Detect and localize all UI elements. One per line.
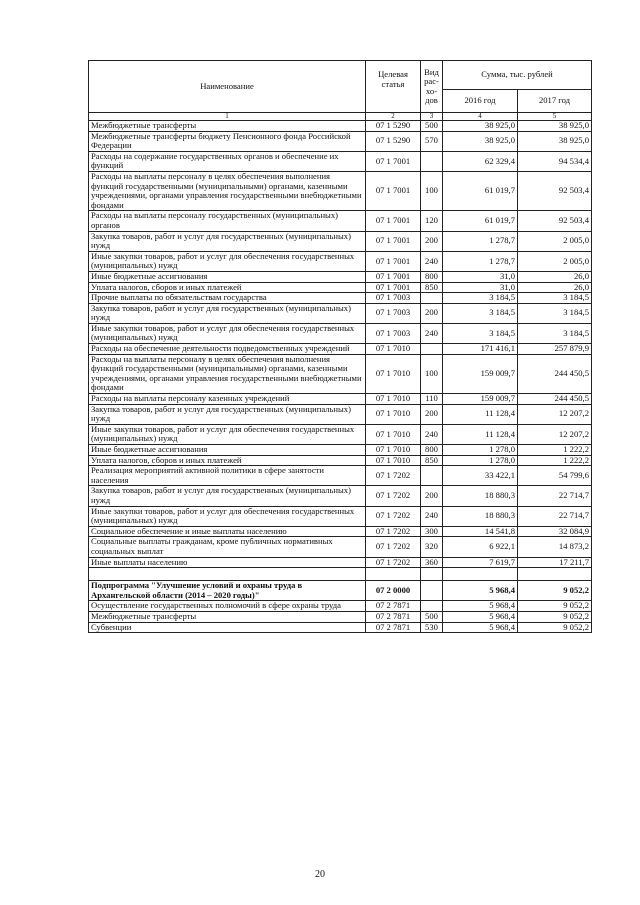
table-row bbox=[89, 251, 592, 271]
table-row bbox=[89, 404, 592, 424]
row-value-2016: 1 278,0 bbox=[443, 455, 518, 466]
table-row bbox=[89, 526, 592, 537]
row-name: Закупка товаров, работ и услуг для государственных (муниципальных) нужд bbox=[89, 303, 366, 323]
row-target-code: 07 2 7871 bbox=[366, 611, 421, 622]
table-row bbox=[89, 557, 592, 568]
row-value-2017: 3 184,5 bbox=[518, 293, 592, 304]
row-target-code: 07 1 7001 bbox=[366, 231, 421, 251]
row-value-2017: 92 503,4 bbox=[518, 171, 592, 210]
row-value-2016: 3 184,5 bbox=[443, 293, 518, 304]
row-value-2017: 38 925,0 bbox=[518, 121, 592, 132]
table-row bbox=[89, 455, 592, 466]
row-value-2016: 3 184,5 bbox=[443, 303, 518, 323]
row-target-code: 07 1 7202 bbox=[366, 506, 421, 526]
row-value-2017: 9 052,2 bbox=[518, 622, 592, 633]
row-value-2016: 171 416,1 bbox=[443, 344, 518, 355]
row-value-2017: 244 450,5 bbox=[518, 354, 592, 393]
row-target-code: 07 1 7003 bbox=[366, 303, 421, 323]
row-target-code: 07 1 7001 bbox=[366, 251, 421, 271]
table-row bbox=[89, 271, 592, 282]
table-body-main bbox=[89, 121, 592, 568]
row-expense-kind: 110 bbox=[421, 394, 443, 405]
budget-table bbox=[88, 60, 592, 633]
row-name: Закупка товаров, работ и услуг для государственных (муниципальных) нужд bbox=[89, 486, 366, 506]
row-value-2016: 18 880,3 bbox=[443, 506, 518, 526]
row-target-code: 07 1 7010 bbox=[366, 354, 421, 393]
column-index: 5 bbox=[518, 113, 592, 121]
row-value-2016: 5 968,4 bbox=[443, 601, 518, 612]
row-value-2017: 14 873,2 bbox=[518, 537, 592, 557]
row-name: Межбюджетные трансферты bbox=[89, 121, 366, 132]
row-name: Межбюджетные трансферты бюджету Пенсионного фонда Российской Федерации bbox=[89, 131, 366, 151]
row-value-2016: 1 278,0 bbox=[443, 445, 518, 456]
row-target-code: 07 1 7003 bbox=[366, 293, 421, 304]
table-row bbox=[89, 354, 592, 393]
table-body-subprogram bbox=[89, 581, 592, 633]
row-target-code: 07 1 7001 bbox=[366, 282, 421, 293]
row-expense-kind: 200 bbox=[421, 231, 443, 251]
row-value-2016: 5 968,4 bbox=[443, 581, 518, 601]
table-row bbox=[89, 601, 592, 612]
row-expense-kind: 570 bbox=[421, 131, 443, 151]
row-value-2017: 9 052,2 bbox=[518, 611, 592, 622]
row-value-2016: 1 278,7 bbox=[443, 251, 518, 271]
budget-table-page bbox=[88, 60, 591, 633]
row-value-2017: 2 005,0 bbox=[518, 251, 592, 271]
row-value-2017: 26,0 bbox=[518, 271, 592, 282]
row-value-2017: 257 879,9 bbox=[518, 344, 592, 355]
row-expense-kind: 200 bbox=[421, 404, 443, 424]
table-row bbox=[89, 121, 592, 132]
row-expense-kind: 850 bbox=[421, 455, 443, 466]
row-name: Иные закупки товаров, работ и услуг для обеспечения государственных (муниципальных) нужд bbox=[89, 251, 366, 271]
row-value-2016: 18 880,3 bbox=[443, 486, 518, 506]
row-target-code: 07 1 7010 bbox=[366, 455, 421, 466]
table-row bbox=[89, 171, 592, 210]
row-expense-kind: 120 bbox=[421, 211, 443, 231]
row-value-2017: 12 207,2 bbox=[518, 404, 592, 424]
row-target-code: 07 1 7010 bbox=[366, 424, 421, 444]
table-row bbox=[89, 424, 592, 444]
row-name: Иные закупки товаров, работ и услуг для обеспечения государственных (муниципальных) нужд bbox=[89, 424, 366, 444]
row-name: Субвенции bbox=[89, 622, 366, 633]
table-row bbox=[89, 581, 592, 601]
header-name: Наименование bbox=[89, 61, 366, 113]
row-value-2017: 92 503,4 bbox=[518, 211, 592, 231]
row-expense-kind bbox=[421, 293, 443, 304]
row-target-code: 07 1 7001 bbox=[366, 211, 421, 231]
row-name: Осуществление государственных полномочий в сфере охраны труда bbox=[89, 601, 366, 612]
row-target-code: 07 1 5290 bbox=[366, 121, 421, 132]
row-expense-kind bbox=[421, 151, 443, 171]
table-row bbox=[89, 622, 592, 633]
row-target-code: 07 1 7001 bbox=[366, 171, 421, 210]
row-value-2016: 5 968,4 bbox=[443, 622, 518, 633]
row-value-2016: 61 019,7 bbox=[443, 171, 518, 210]
table-row bbox=[89, 231, 592, 251]
row-expense-kind: 240 bbox=[421, 424, 443, 444]
header-year-2016: 2016 год bbox=[443, 90, 518, 113]
row-expense-kind: 320 bbox=[421, 537, 443, 557]
table-row bbox=[89, 303, 592, 323]
row-target-code: 07 1 7202 bbox=[366, 557, 421, 568]
row-target-code: 07 1 7202 bbox=[366, 486, 421, 506]
row-name: Иные закупки товаров, работ и услуг для обеспечения государственных (муниципальных) нужд bbox=[89, 506, 366, 526]
table-row bbox=[89, 323, 592, 343]
row-target-code: 07 1 5290 bbox=[366, 131, 421, 151]
row-name: Реализация мероприятий активной политики в сфере занятости населения bbox=[89, 466, 366, 486]
row-expense-kind: 360 bbox=[421, 557, 443, 568]
row-value-2016: 11 128,4 bbox=[443, 424, 518, 444]
row-name: Социальные выплаты гражданам, кроме публичных нормативных социальных выплат bbox=[89, 537, 366, 557]
row-name: Иные бюджетные ассигнования bbox=[89, 271, 366, 282]
row-value-2017: 17 211,7 bbox=[518, 557, 592, 568]
header-kind: Вид рас-хо-дов bbox=[421, 61, 443, 113]
row-value-2017: 94 534,4 bbox=[518, 151, 592, 171]
row-expense-kind bbox=[421, 581, 443, 601]
row-expense-kind: 100 bbox=[421, 171, 443, 210]
row-expense-kind: 100 bbox=[421, 354, 443, 393]
row-target-code: 07 1 7001 bbox=[366, 271, 421, 282]
table-row bbox=[89, 131, 592, 151]
row-value-2016: 14 541,8 bbox=[443, 526, 518, 537]
row-name: Уплата налогов, сборов и иных платежей bbox=[89, 455, 366, 466]
table-row bbox=[89, 537, 592, 557]
table-row bbox=[89, 445, 592, 456]
table-row bbox=[89, 151, 592, 171]
row-value-2016: 62 329,4 bbox=[443, 151, 518, 171]
table-row bbox=[89, 344, 592, 355]
row-value-2017: 3 184,5 bbox=[518, 303, 592, 323]
row-value-2016: 33 422,1 bbox=[443, 466, 518, 486]
row-value-2017: 3 184,5 bbox=[518, 323, 592, 343]
row-target-code: 07 1 7202 bbox=[366, 466, 421, 486]
row-value-2016: 61 019,7 bbox=[443, 211, 518, 231]
row-target-code: 07 1 7010 bbox=[366, 445, 421, 456]
row-target-code: 07 1 7001 bbox=[366, 151, 421, 171]
row-expense-kind: 300 bbox=[421, 526, 443, 537]
table-row bbox=[89, 506, 592, 526]
table-spacer bbox=[89, 568, 592, 581]
row-name: Расходы на выплаты персоналу казенных учреждений bbox=[89, 394, 366, 405]
table-row bbox=[89, 394, 592, 405]
row-value-2017: 22 714,7 bbox=[518, 486, 592, 506]
row-value-2017: 54 799,6 bbox=[518, 466, 592, 486]
row-target-code: 07 1 7202 bbox=[366, 537, 421, 557]
row-expense-kind: 200 bbox=[421, 486, 443, 506]
row-target-code: 07 1 7202 bbox=[366, 526, 421, 537]
header-year-2017: 2017 год bbox=[518, 90, 592, 113]
row-name: Закупка товаров, работ и услуг для государственных (муниципальных) нужд bbox=[89, 231, 366, 251]
row-target-code: 07 2 0000 bbox=[366, 581, 421, 601]
row-value-2016: 159 009,7 bbox=[443, 394, 518, 405]
row-value-2016: 5 968,4 bbox=[443, 611, 518, 622]
column-index: 3 bbox=[421, 113, 443, 121]
row-target-code: 07 1 7010 bbox=[366, 344, 421, 355]
row-expense-kind: 850 bbox=[421, 282, 443, 293]
row-expense-kind bbox=[421, 344, 443, 355]
row-name: Межбюджетные трансферты bbox=[89, 611, 366, 622]
row-expense-kind: 800 bbox=[421, 271, 443, 282]
row-expense-kind: 500 bbox=[421, 611, 443, 622]
row-expense-kind: 240 bbox=[421, 251, 443, 271]
row-value-2017: 22 714,7 bbox=[518, 506, 592, 526]
row-name: Расходы на обеспечение деятельности подведомственных учреждений bbox=[89, 344, 366, 355]
row-value-2017: 9 052,2 bbox=[518, 581, 592, 601]
row-value-2017: 38 925,0 bbox=[518, 131, 592, 151]
row-name: Подпрограмма "Улучшение условий и охраны труда в Архангельской области (2014 – 2020 годы)" bbox=[89, 581, 366, 601]
row-value-2017: 32 084,9 bbox=[518, 526, 592, 537]
row-expense-kind bbox=[421, 601, 443, 612]
row-target-code: 07 2 7871 bbox=[366, 622, 421, 633]
row-value-2016: 7 619,7 bbox=[443, 557, 518, 568]
row-name: Прочие выплаты по обязательствам государства bbox=[89, 293, 366, 304]
row-name: Иные закупки товаров, работ и услуг для обеспечения государственных (муниципальных) нужд bbox=[89, 323, 366, 343]
row-name: Иные выплаты населению bbox=[89, 557, 366, 568]
row-name: Социальное обеспечение и иные выплаты населению bbox=[89, 526, 366, 537]
spacer-row bbox=[89, 568, 592, 581]
header-sum: Сумма, тыс. рублей bbox=[443, 61, 592, 90]
row-value-2016: 3 184,5 bbox=[443, 323, 518, 343]
row-name: Расходы на выплаты персоналу в целях обеспечения выполнения функций государственными (муниципальными) органами, казенными учреждениями, органами управления государственными внебюджетными фондами bbox=[89, 354, 366, 393]
row-value-2016: 38 925,0 bbox=[443, 131, 518, 151]
table-row bbox=[89, 486, 592, 506]
row-value-2016: 159 009,7 bbox=[443, 354, 518, 393]
row-expense-kind: 240 bbox=[421, 323, 443, 343]
header-target: Целевая статья bbox=[366, 61, 421, 113]
row-expense-kind bbox=[421, 466, 443, 486]
row-target-code: 07 1 7003 bbox=[366, 323, 421, 343]
table-row bbox=[89, 611, 592, 622]
row-value-2017: 9 052,2 bbox=[518, 601, 592, 612]
row-value-2016: 31,0 bbox=[443, 282, 518, 293]
row-value-2017: 26,0 bbox=[518, 282, 592, 293]
row-value-2016: 6 922,1 bbox=[443, 537, 518, 557]
table-row bbox=[89, 466, 592, 486]
row-name: Уплата налогов, сборов и иных платежей bbox=[89, 282, 366, 293]
column-index: 1 bbox=[89, 113, 366, 121]
row-value-2016: 31,0 bbox=[443, 271, 518, 282]
row-value-2017: 12 207,2 bbox=[518, 424, 592, 444]
row-expense-kind: 530 bbox=[421, 622, 443, 633]
row-value-2017: 2 005,0 bbox=[518, 231, 592, 251]
row-value-2017: 1 222,2 bbox=[518, 445, 592, 456]
page-number: 20 bbox=[315, 869, 325, 880]
row-value-2016: 38 925,0 bbox=[443, 121, 518, 132]
row-target-code: 07 2 7871 bbox=[366, 601, 421, 612]
row-name: Иные бюджетные ассигнования bbox=[89, 445, 366, 456]
row-name: Расходы на содержание государственных органов и обеспечение их функций bbox=[89, 151, 366, 171]
row-expense-kind: 200 bbox=[421, 303, 443, 323]
row-value-2017: 1 222,2 bbox=[518, 455, 592, 466]
row-expense-kind: 500 bbox=[421, 121, 443, 132]
row-value-2017: 244 450,5 bbox=[518, 394, 592, 405]
row-expense-kind: 800 bbox=[421, 445, 443, 456]
row-value-2016: 1 278,7 bbox=[443, 231, 518, 251]
row-name: Расходы на выплаты персоналу в целях обеспечения выполнения функций государственными (муниципальными) органами, казенными учреждениями, органами управления государственными внебюджетными фондами bbox=[89, 171, 366, 210]
column-index: 4 bbox=[443, 113, 518, 121]
table-row bbox=[89, 211, 592, 231]
row-value-2016: 11 128,4 bbox=[443, 404, 518, 424]
row-target-code: 07 1 7010 bbox=[366, 394, 421, 405]
column-index: 2 bbox=[366, 113, 421, 121]
row-expense-kind: 240 bbox=[421, 506, 443, 526]
table-header-row bbox=[89, 61, 592, 90]
row-name: Закупка товаров, работ и услуг для государственных (муниципальных) нужд bbox=[89, 404, 366, 424]
row-target-code: 07 1 7010 bbox=[366, 404, 421, 424]
row-name: Расходы на выплаты персоналу государственных (муниципальных) органов bbox=[89, 211, 366, 231]
table-row bbox=[89, 282, 592, 293]
table-row bbox=[89, 293, 592, 304]
